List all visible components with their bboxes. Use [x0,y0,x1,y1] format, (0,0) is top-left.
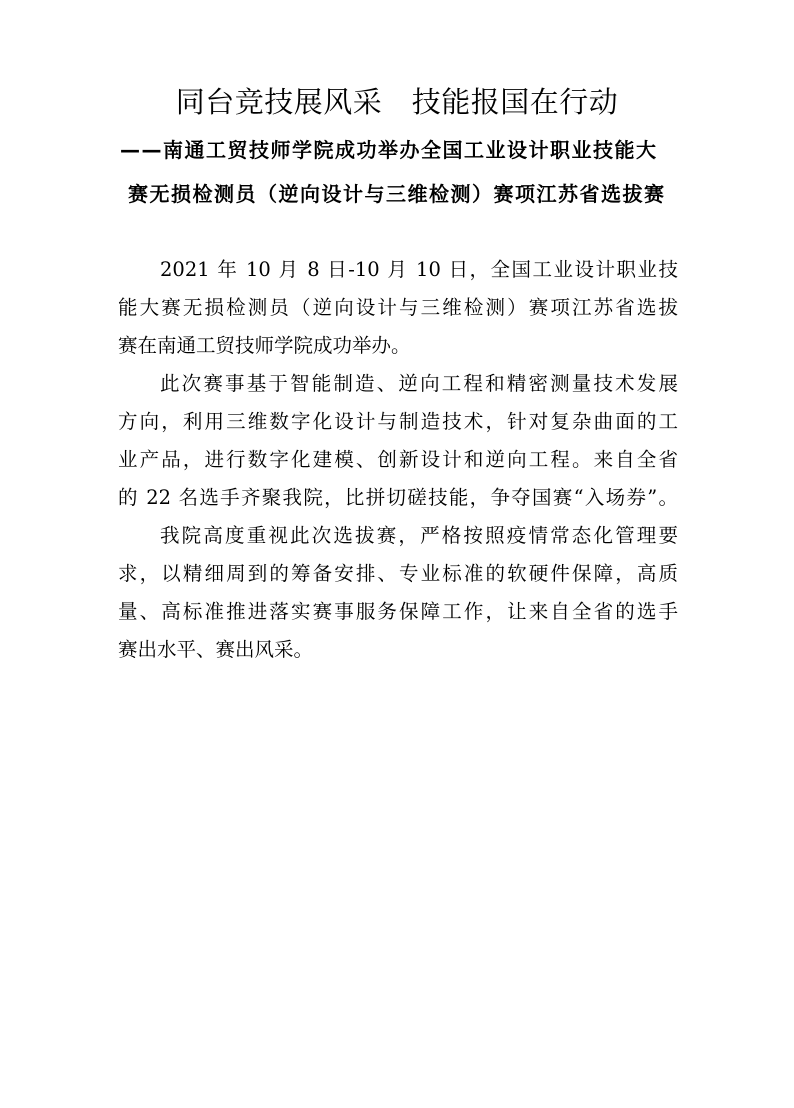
paragraph-line: 业产品，进行数字化建模、创新设计和逆向工程。来自全省 [118,448,678,471]
page-subtitle [120,128,680,216]
subtitle-line: ——南通工贸技师学院成功举办全国工业设计职业技能大 [120,138,658,162]
paragraph-line: 我院高度重视此次选拔赛，严格按照疫情常态化管理要 [160,524,678,547]
paragraph-line: 2021 年 10 月 8 日-10 月 10 日，全国工业设计职业技 [160,258,678,281]
paragraph-1 [118,251,678,365]
paragraph-line: 赛在南通工贸技师学院成功举办。 [118,334,411,357]
paragraph-3 [118,517,678,669]
paragraph-line: 量、高标准推进落实赛事服务保障工作，让来自全省的选手 [118,600,678,623]
paragraph-line: 的 22 名选手齐聚我院，比拼切磋技能，争夺国赛“入场券”。 [118,486,678,509]
paragraph-2 [118,365,678,517]
article-body [118,251,678,669]
paragraph-line: 能大赛无损检测员（逆向设计与三维检测）赛项江苏省选拔 [118,296,678,319]
subtitle-line: 赛无损检测员（逆向设计与三维检测）赛项江苏省选拔赛 [128,182,666,206]
paragraph-line: 求，以精细周到的筹备安排、专业标准的软硬件保障，高质 [118,562,678,585]
paragraph-line: 此次赛事基于智能制造、逆向工程和精密测量技术发展 [160,372,678,395]
paragraph-line: 方向，利用三维数字化设计与制造技术，针对复杂曲面的工 [118,410,678,433]
paragraph-line: 赛出水平、赛出风采。 [118,638,314,661]
page-title: 同台竞技展风采 技能报国在行动 [175,85,619,119]
